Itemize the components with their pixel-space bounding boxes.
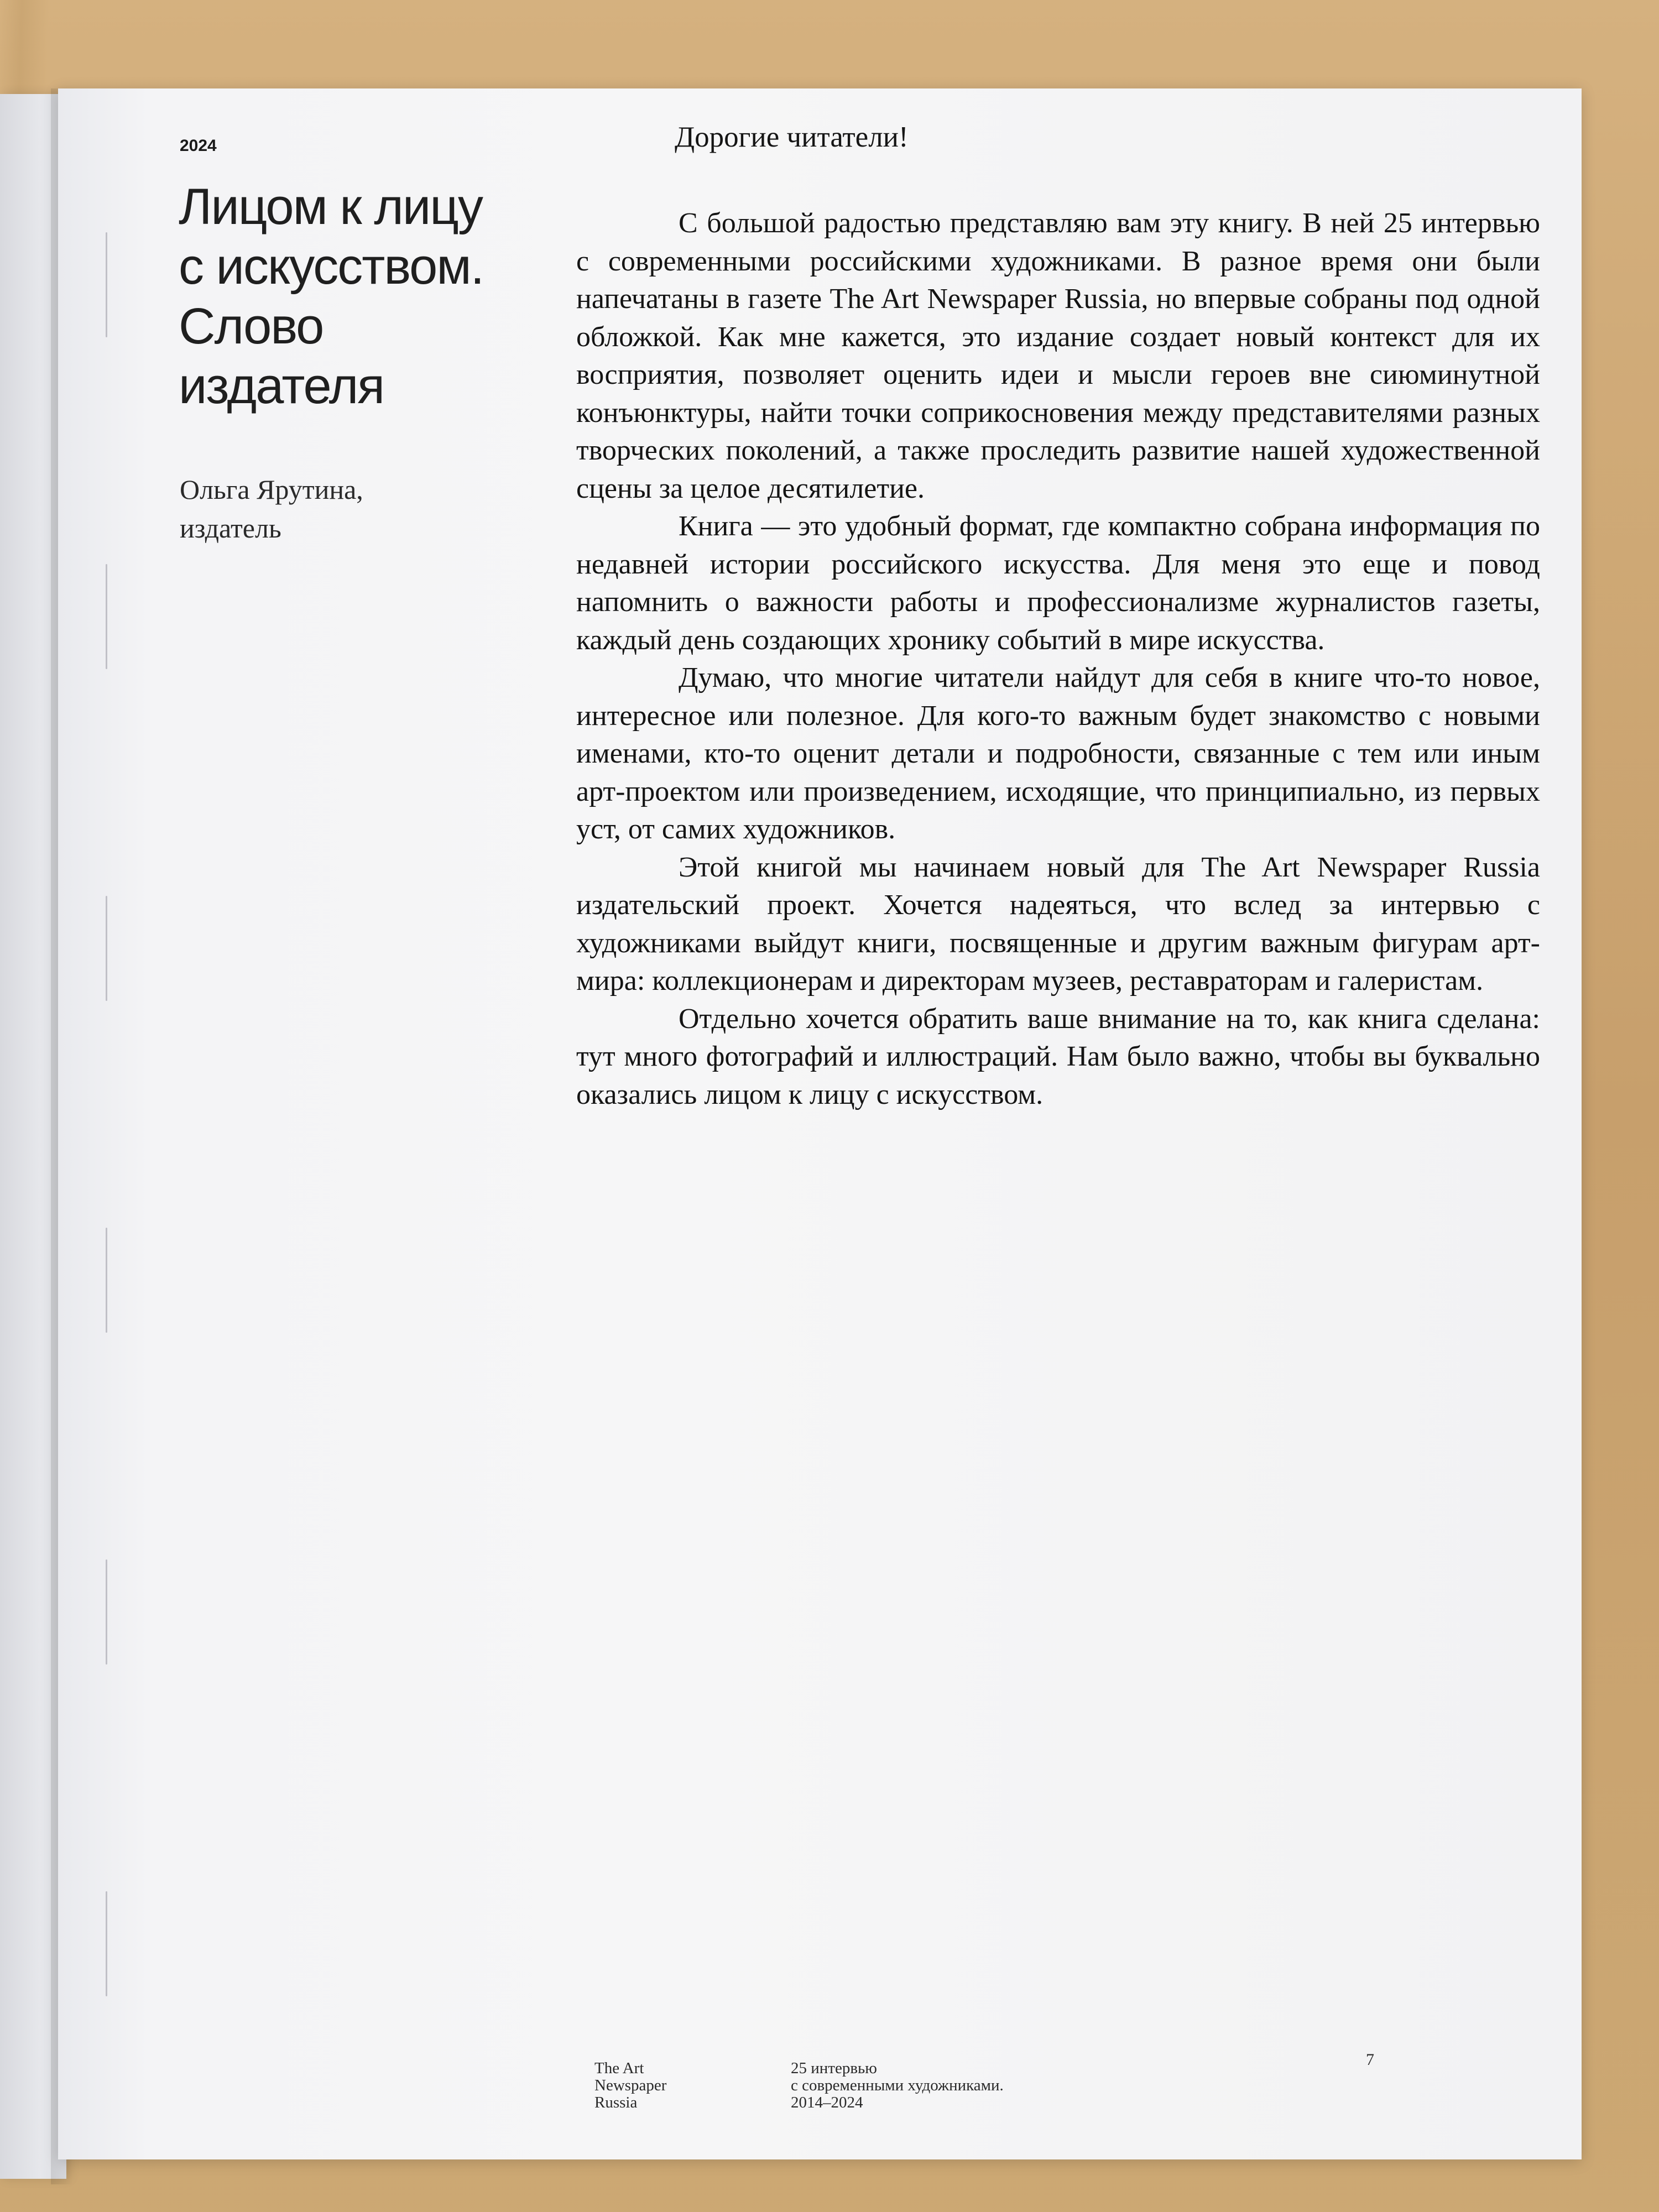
footer-brand-line: Russia bbox=[594, 2094, 638, 2111]
footer-book-line: 25 интервью bbox=[791, 2059, 877, 2077]
title-line: Лицом к лицу bbox=[179, 179, 482, 235]
title-line: с искусством. bbox=[179, 238, 484, 295]
footer-book-line: с современными художниками. bbox=[791, 2077, 1004, 2094]
binding-stitch bbox=[106, 232, 107, 337]
author-name: Ольга Ярутина, bbox=[180, 474, 363, 505]
body-paragraph: С большой радостью представляю вам эту книгу. В ней 25 интервью с современными российскими художниками. В разное время они были напечатаны в газете The Art Newspaper Russia, но впервые собраны под одной обложкой. Как мне кажется, это издание создает новый контекст для их восприятия, позволяет оценить идеи и мысли героев вне сиюминутной конъюнктуры, найти точки соприкосновения между представителями разных творческих поколений, а также проследить развитие нашей художественной сцены за целое десятилетие. bbox=[576, 207, 1540, 504]
title-line: Слово bbox=[179, 298, 324, 354]
footer-book-line: 2014–2024 bbox=[791, 2094, 863, 2111]
body-paragraph: Думаю, что многие читатели найдут для себя в книге что-то новое, интересное или полезное. Для кого-то важным будет знакомство с новыми именами, кто-то оценит детали и подробности, связанные с тем или иным арт-проектом или произведением, исходящие, что принципиально, из первых уст, от самих художников. bbox=[576, 662, 1540, 845]
book-page bbox=[58, 88, 1582, 2159]
binding-stitch bbox=[106, 896, 107, 1001]
binding-stitch bbox=[106, 1559, 107, 1665]
footer-brand-line: Newspaper bbox=[594, 2077, 667, 2094]
body-text bbox=[576, 205, 1540, 1114]
body-paragraph: Этой книгой мы начинаем новый для The Art Newspaper Russia издательский проект. Хочется надеяться, что вслед за интервью с художниками выйдут книги, посвященные и другим важным фигурам арт-мира: коллекционерам и директорам музеев, реставраторам и галеристам. bbox=[576, 851, 1540, 997]
page-number: 7 bbox=[1366, 2051, 1374, 2069]
body-paragraph: Отдельно хочется обратить ваше внимание на то, как книга сделана: тут много фотографий и иллюстраций. Нам было важно, чтобы вы буквально оказались лицом к лицу с искусством. bbox=[576, 1003, 1540, 1110]
author-byline bbox=[180, 470, 467, 547]
footer-publication-name bbox=[594, 2060, 722, 2111]
binding-stitch bbox=[106, 1891, 107, 1996]
title-line: издателя bbox=[179, 358, 384, 414]
footer-book-title bbox=[791, 2060, 1178, 2111]
binding-stitch bbox=[106, 1228, 107, 1333]
author-role: издатель bbox=[180, 513, 281, 544]
footer-brand-line: The Art bbox=[594, 2059, 644, 2077]
binding-stitch bbox=[106, 564, 107, 669]
year-label: 2024 bbox=[180, 137, 217, 155]
greeting-heading: Дорогие читатели! bbox=[675, 121, 909, 153]
body-paragraph: Книга — это удобный формат, где компактно собрана информация по недавней истории российского искусства. Для меня это еще и повод напомнить о важности работы и профессионализме журналистов газеты, каждый день создающих хронику событий в мире искусства. bbox=[576, 510, 1540, 656]
article-title bbox=[179, 177, 560, 416]
